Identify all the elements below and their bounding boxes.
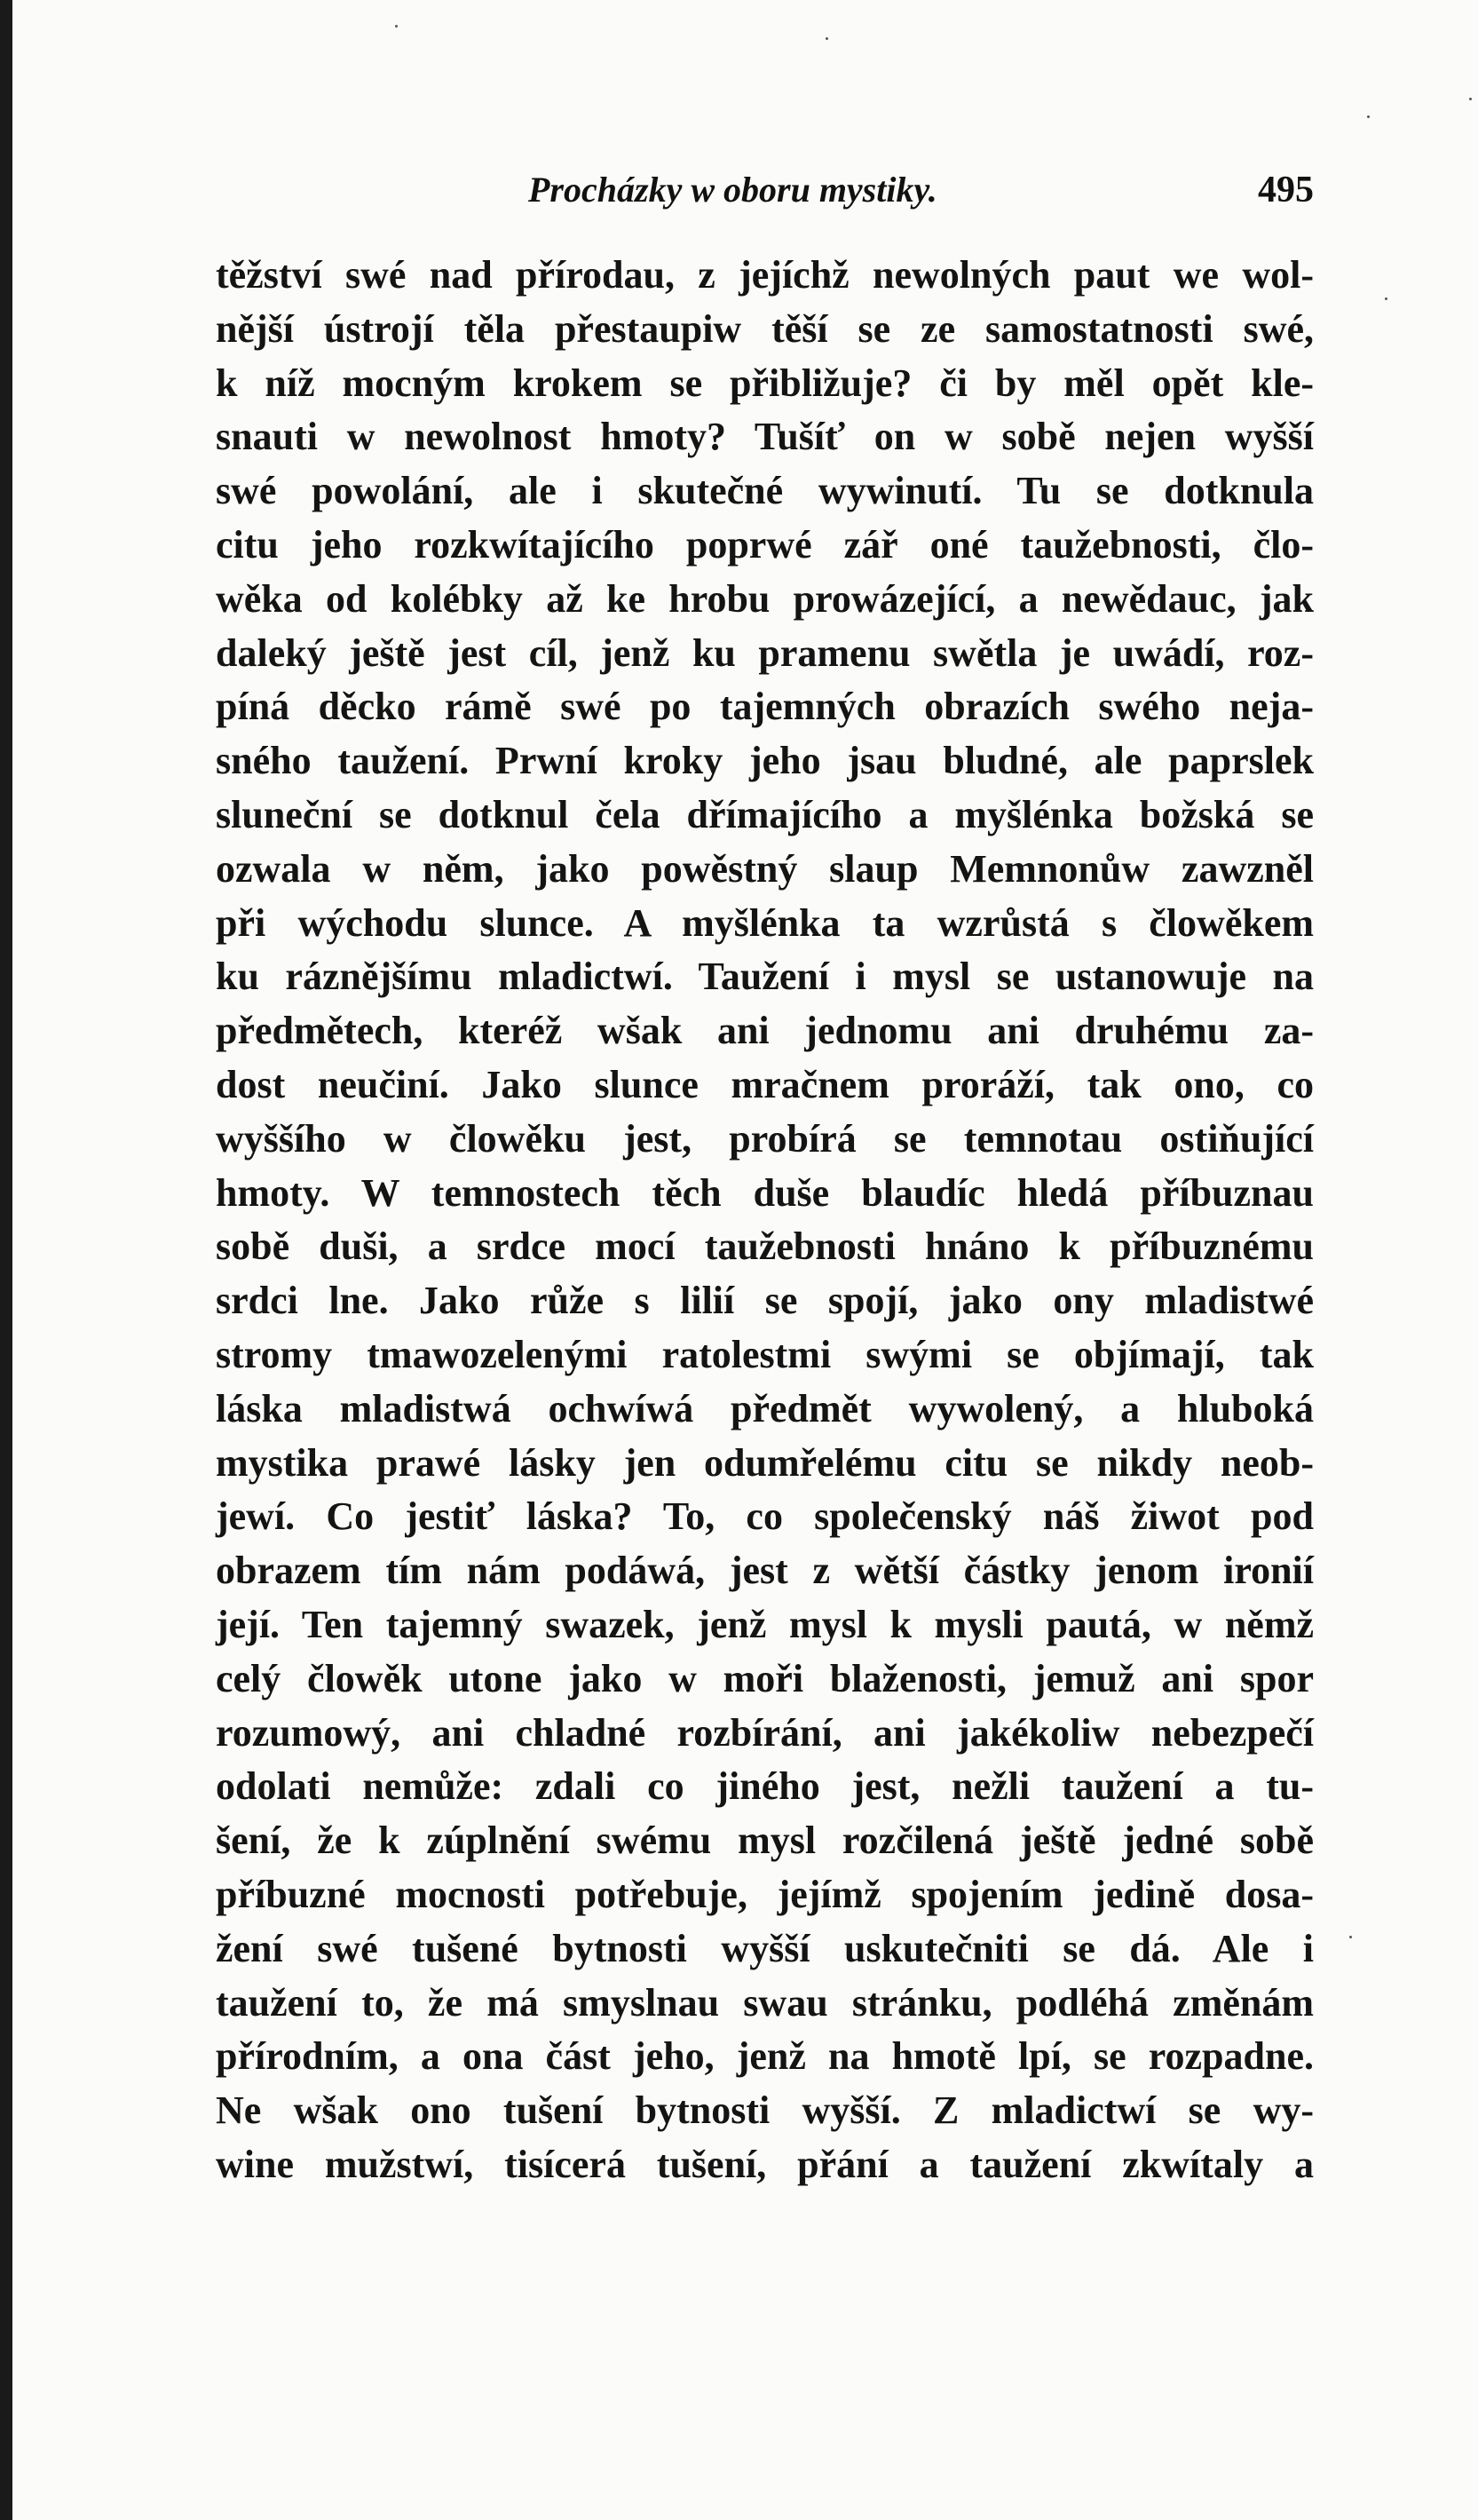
running-title: Procházky w oboru mystiky. — [528, 170, 937, 210]
text-line: její. Ten tajemný swazek, jenž mysl k mysli pautá, w němž — [216, 1602, 1314, 1646]
scan-speck — [826, 37, 828, 40]
text-line: celý člowěk utone jako w moři blaženosti, jemuž ani spor — [216, 1656, 1314, 1700]
text-line: sluneční se dotknul čela dřímajícího a myšlénka božská se — [216, 792, 1314, 836]
text-line: při wýchodu slunce. A myšlénka ta wzrůstá s člowěkem — [216, 900, 1314, 945]
text-line: swé powolání, ale i skutečné wywinutí. Tu se dotknula — [216, 469, 1314, 513]
page-number: 495 — [1258, 170, 1314, 210]
text-line: wyššího w člowěku jest, probírá se temnotau ostiňující — [216, 1116, 1314, 1161]
scan-left-border — [0, 0, 12, 2520]
text-line: citu jeho rozkwítajícího poprwé zář oné taužebnosti, člo- — [216, 522, 1314, 567]
text-line: šení, že k zúplnění swému mysl rozčilená ještě jedné sobě — [216, 1819, 1314, 1863]
text-line: wine mužstwí, tisícerá tušení, přání a taužení zkwítaly a — [216, 2142, 1314, 2186]
text-line: dost neučiní. Jako slunce mračnem proráží, tak ono, co — [216, 1062, 1314, 1106]
text-line: ku ráznějšímu mladictwí. Taužení i mysl se ustanowuje na — [216, 955, 1314, 999]
text-line: Ne wšak ono tušení bytnosti wyšší. Z mladictwí se wy- — [216, 2088, 1314, 2133]
text-line: k níž mocným krokem se přibližuje? či by měl opět kle- — [216, 361, 1314, 405]
text-line: příbuzné mocnosti potřebuje, jejímž spojením jedině dosa- — [216, 1872, 1314, 1916]
text-line: rozumowý, ani chladné rozbírání, ani jakékoliw nebezpečí — [216, 1710, 1314, 1755]
text-line: mystika prawé lásky jen odumřelému citu se nikdy neob- — [216, 1440, 1314, 1485]
text-line: taužení to, že má smyslnau swau stránku, podléhá změnám — [216, 1980, 1314, 2025]
text-line: wěka od kolébky až ke hrobu prowázející, a newědauc, jak — [216, 576, 1314, 621]
scan-speck — [1349, 1936, 1352, 1938]
text-line: ozwala w něm, jako powěstný slaup Memnonůw zawzněl — [216, 846, 1314, 891]
text-line: sobě duši, a srdce mocí taužebnosti hnáno k příbuznému — [216, 1224, 1314, 1269]
body-text — [216, 249, 1314, 2192]
text-line: píná děcko rámě swé po tajemných obrazích swého neja- — [216, 685, 1314, 729]
text-line: daleký ještě jest cíl, jenž ku pramenu swětla je uwádí, roz- — [216, 630, 1314, 675]
scan-speck — [1385, 297, 1387, 300]
text-line: srdci lne. Jako růže s lilií se spojí, jako ony mladistwé — [216, 1279, 1314, 1323]
text-line: hmoty. W temnostech těch duše blaudíc hledá příbuznau — [216, 1170, 1314, 1215]
text-line: předmětech, kteréž wšak ani jednomu ani druhému za- — [216, 1009, 1314, 1053]
text-line: odolati nemůže: zdali co jiného jest, nežli taužení a tu- — [216, 1764, 1314, 1809]
text-line: žení swé tušené bytnosti wyšší uskutečniti se dá. Ale i — [216, 1926, 1314, 1970]
text-line: snauti w newolnost hmoty? Tušíť on w sobě nejen wyšší — [216, 415, 1314, 459]
text-line: láska mladistwá ochwíwá předmět wywolený, a hluboká — [216, 1386, 1314, 1430]
text-line: obrazem tím nám podáwá, jest z wětší částky jenom ironií — [216, 1549, 1314, 1593]
scan-speck — [1367, 115, 1370, 118]
text-line: stromy tmawozelenými ratolestmi swými se objímají, tak — [216, 1332, 1314, 1376]
text-line: přírodním, a ona část jeho, jenž na hmotě lpí, se rozpadne. — [216, 2034, 1314, 2079]
running-head — [222, 169, 1314, 222]
text-line: nější ústrojí těla přestaupiw těší se ze samostatnosti swé, — [216, 306, 1314, 351]
text-line: jewí. Co jestiť láska? To, co společenský náš žiwot pod — [216, 1494, 1314, 1539]
text-line: sného taužení. Prwní kroky jeho jsau bludné, ale paprslek — [216, 739, 1314, 783]
scan-speck — [1469, 98, 1472, 100]
scan-speck — [395, 25, 398, 28]
text-line: těžství swé nad přírodau, z jejíchž newolných paut we wol- — [216, 253, 1314, 297]
